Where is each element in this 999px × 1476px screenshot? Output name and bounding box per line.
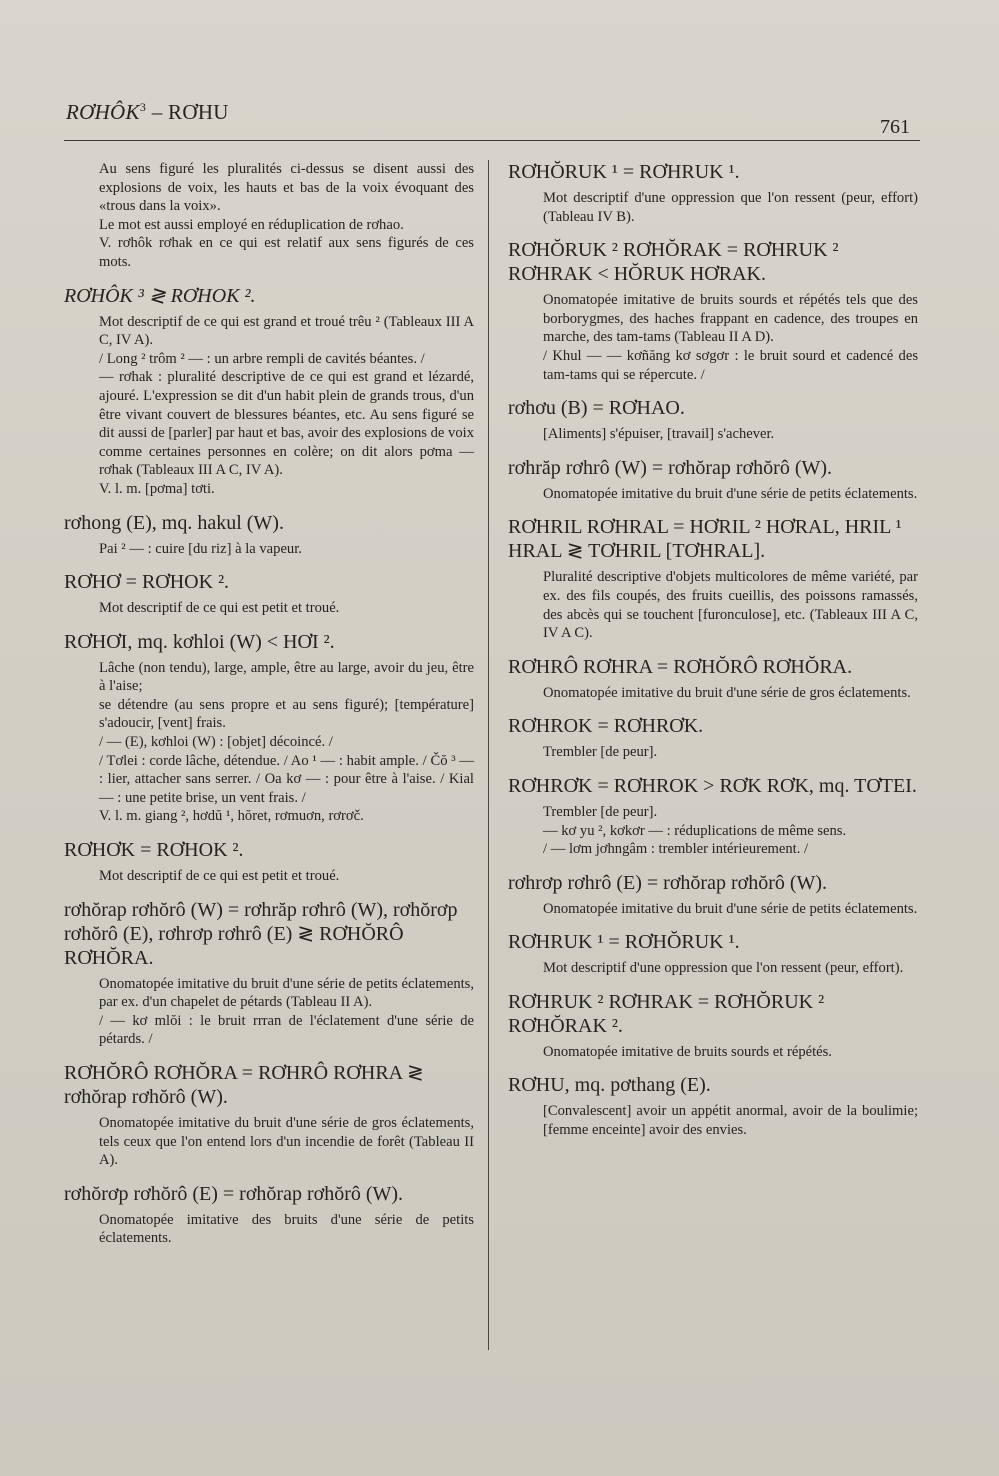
entry-headword: RƠHÔK ³ ≷ RƠHOK ². <box>64 284 256 307</box>
column-divider <box>488 160 489 1350</box>
entry-definition: Onomatopée imitative de bruits sourds et répétés tels que des borborygmes, des haches frappant en cadence, des troupes en marche, des tam-tams (Tableau II A D). <box>543 292 918 346</box>
entry-headword: rơhrơp rơhrô (E) = rơhŏrap rơhŏrô (W). <box>508 871 828 894</box>
entry-headword: RƠHROK = RƠHRƠK. <box>508 715 704 738</box>
page-number: 761 <box>880 116 910 138</box>
intro-block <box>64 160 474 272</box>
entry-definition: Mot descriptif d'une oppression que l'on ressent (peur, effort) (Tableau IV B). <box>543 190 918 225</box>
dictionary-entry <box>508 990 918 1062</box>
entry-see-also: V. l. m. giang ², hơdŭ ¹, hŏret, rơmuơn, rơrơč. <box>99 808 364 825</box>
header-rule <box>64 140 920 141</box>
running-head <box>66 100 229 125</box>
entry-example: / — (E), kơhloi (W) : [objet] décoincé. / <box>99 734 333 751</box>
dictionary-entry <box>64 630 474 826</box>
entry-definition: [Aliments] s'épuiser, [travail] s'achever. <box>543 426 775 443</box>
running-head-first: RƠHÔK <box>66 100 140 124</box>
entry-headword: RƠHRƠK = RƠHROK > RƠK RƠK, mq. TƠTEI. <box>508 774 917 797</box>
dictionary-entry <box>64 1061 474 1170</box>
entry-headword: RƠHƠK = RƠHOK ². <box>64 839 244 862</box>
entry-example: / Long ² trôm ² — : un arbre rempli de cavités béantes. / <box>99 350 425 367</box>
dictionary-entry <box>64 838 474 886</box>
entry-definition: Mot descriptif de ce qui est petit et troué. <box>99 600 340 617</box>
entry-definition: Onomatopée imitative du bruit d'une série de petits éclatements. <box>543 900 918 917</box>
entry-definition: [Convalescent] avoir un appétit anormal, avoir de la boulimie; [femme enceinte] avoir des envies. <box>543 1103 918 1139</box>
entry-headword: RƠHRUK ¹ = RƠHŎRUK ¹. <box>508 931 740 954</box>
dictionary-entry <box>508 515 918 642</box>
entry-headword: RƠHRÔ RƠHRA = RƠHŎRÔ RƠHŎRA. <box>508 655 853 678</box>
entry-headword: rơhrăp rơhrô (W) = rơhŏrap rơhŏrô (W). <box>508 456 833 479</box>
dictionary-entry <box>64 898 474 1049</box>
dictionary-entry <box>64 511 474 559</box>
entry-headword: rơhong (E), mq. hakul (W). <box>64 511 284 534</box>
entry-headword: RƠHŎRUK ² RƠHŎRAK = RƠHRUK ² RƠHRAK < HŎRUK HƠRAK. <box>508 239 839 286</box>
entry-definition: Onomatopée imitative du bruit d'une série de petits éclatements, par ex. d'un chapelet de pétards (Tableau II A). <box>99 975 474 1011</box>
entry-headword: RƠHƠ = RƠHOK ². <box>64 571 230 594</box>
entry-definition: Onomatopée imitative du bruit d'une série de gros éclatements. <box>543 684 911 701</box>
entry-definition: Trembler [de peur]. <box>543 803 658 820</box>
entry-headword: RƠHƠI, mq. kơhloi (W) < HƠI ². <box>64 630 335 653</box>
dictionary-entry <box>64 284 474 499</box>
entry-headword: rơhơu (B) = RƠHAO. <box>508 397 685 420</box>
dictionary-entry <box>508 930 918 978</box>
dictionary-entry <box>508 1073 918 1139</box>
entry-example: / Tơlei : corde lâche, détendue. / Ao ¹ — : habit ample. / Čŏ ³ — : lier, attacher sans serrer. / Oa kơ — : pour être à l'aise. / Kial — : une petite brise, un vent frais. / <box>99 752 474 806</box>
intro-paragraph: Au sens figuré les pluralités ci-dessus se disent aussi des explosions de voix, les hauts et bas de la voix évoquant des «trous dans la voix». <box>99 161 474 215</box>
dictionary-entry <box>508 774 918 859</box>
entry-definition: Onomatopée imitative des bruits d'une série de petits éclatements. <box>99 1211 474 1247</box>
intro-paragraph: Le mot est aussi employé en réduplication de rơhao. <box>99 216 404 233</box>
entry-definition: — rơhak : pluralité descriptive de ce qui est grand et lézardé, ajouré. L'expression se dit d'un habit plein de grands trous, d'un être vivant couvert de blessures béantes, etc. Au sens figuré se dit aussi de [parler] par haut et bas, avoir des explosions de voix comme certaines personnes en colère; on dit alors pơma — rơhak (Tableaux III A C, IV A). <box>99 369 474 479</box>
running-head-sup: 3 <box>139 100 147 114</box>
entry-definition: Onomatopée imitative de bruits sourds et répétés. <box>543 1043 832 1060</box>
entry-headword: RƠHŎRÔ RƠHŎRA = RƠHRÔ RƠHRA ≷ rơhŏrap rơhŏrô (W). <box>64 1062 424 1108</box>
entry-definition: Onomatopée imitative du bruit d'une série de petits éclatements. <box>543 485 918 502</box>
entry-definition: Onomatopée imitative du bruit d'une série de gros éclatements, tels ceux que l'on entend lors d'un incendie de forêt (Tableau II A). <box>99 1115 474 1169</box>
entry-headword: RƠHRIL RƠHRAL = HƠRIL ² HƠRAL, HRIL ¹ HRAL ≷ TƠHRIL [TƠHRAL]. <box>508 516 902 563</box>
dictionary-entry <box>508 396 918 444</box>
entry-headword: RƠHŎRUK ¹ = RƠHRUK ¹. <box>508 161 740 183</box>
entry-headword: rơhŏrap rơhŏrô (W) = rơhrăp rơhrô (W), rơhŏrơp rơhŏrô (E), rơhrơp rơhrô (E) ≷ RƠHŎRÔ RƠHŎRA. <box>64 898 458 969</box>
entry-example: / — kơ mlŏi : le bruit rrran de l'éclatement d'une série de pétards. / <box>99 1012 474 1048</box>
dictionary-entry <box>508 871 918 919</box>
entry-example: / — lơm jơhngâm : trembler intérieurement. / <box>543 841 809 858</box>
running-head-last: – RƠHU <box>146 100 229 124</box>
dictionary-entry <box>508 456 918 504</box>
entry-example: Pai ² — : cuire [du riz] à la vapeur. <box>99 540 302 557</box>
entry-definition: Mot descriptif de ce qui est petit et troué. <box>99 868 340 885</box>
dictionary-entry <box>64 1182 474 1248</box>
entry-definition: Mot descriptif d'une oppression que l'on ressent (peur, effort). <box>543 960 904 977</box>
entry-definition: Mot descriptif de ce qui est grand et troué trêu ² (Tableaux III A C, IV A). <box>99 313 474 349</box>
dictionary-entry <box>508 238 918 384</box>
entry-see-also: V. l. m. [pơma] tơti. <box>99 480 215 497</box>
entry-headword: rơhŏrơp rơhŏrô (E) = rơhŏrap rơhŏrô (W). <box>64 1182 404 1205</box>
entry-example: / Khul — — kơñăng kơ sơgơr : le bruit sourd et cadencé des tam-tams qui se répercute. / <box>543 347 918 383</box>
entry-headword: RƠHRUK ² RƠHRAK = RƠHŎRUK ² RƠHŎRAK ². <box>508 990 825 1037</box>
dictionary-entry <box>64 570 474 618</box>
entry-headword: RƠHU, mq. pơthang (E). <box>508 1074 711 1097</box>
entry-definition: Pluralité descriptive d'objets multicolores de même variété, par ex. des fils coupés, des fruits cueillis, des poissons ramassés, des abcès qui se touchent [furonculose], etc. (Tableaux III A C, IV A C). <box>543 569 918 642</box>
right-column <box>508 160 918 1152</box>
left-column <box>64 160 474 1260</box>
intro-paragraph: V. rơhôk rơhak en ce qui est relatif aux sens figurés de ces mots. <box>99 235 474 270</box>
dictionary-entry <box>508 160 918 226</box>
entry-definition: — kơ yu ², kơkơr — : réduplications de même sens. <box>543 822 847 839</box>
entry-definition: Trembler [de peur]. <box>543 744 658 761</box>
dictionary-entry <box>508 714 918 762</box>
entry-definition: Lâche (non tendu), large, ample, être au large, avoir du jeu, être à l'aise; <box>99 659 474 695</box>
dictionary-entry <box>508 655 918 703</box>
entry-definition: se détendre (au sens propre et au sens figuré); [température] s'adoucir, [vent] frais. <box>99 696 474 732</box>
